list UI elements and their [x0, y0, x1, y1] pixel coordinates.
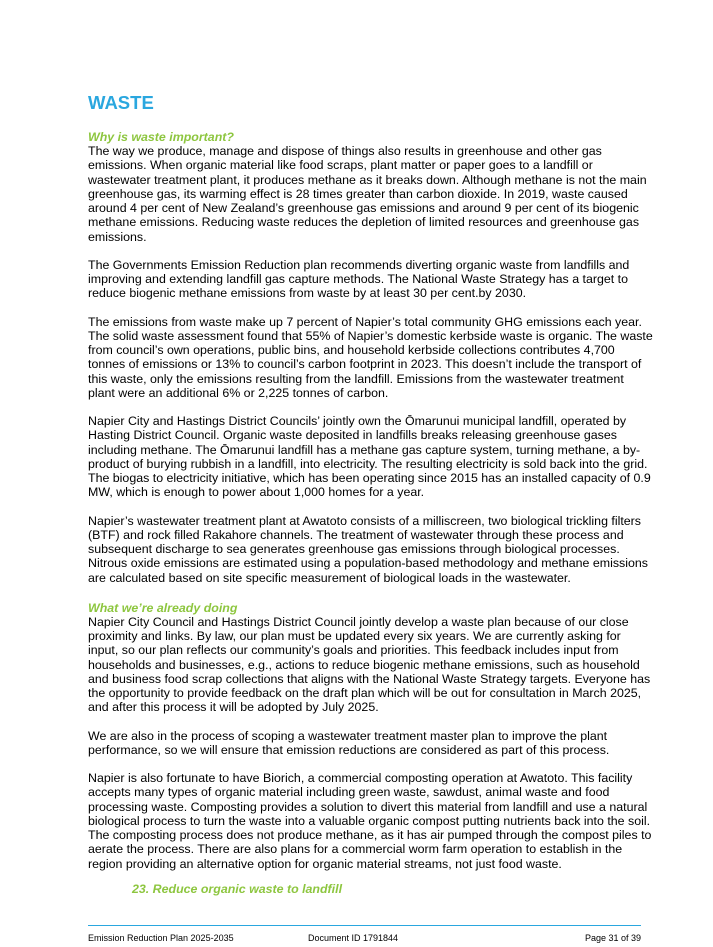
why-paragraph-5: Napier’s wastewater treatment plant at Awatoto consists of a milliscreen, two biological trickling filters (BTF) and rock filled Rakahore channels. The treatment of wastewater through these process and subsequent discharge to sea generates greenhouse gas emissions through biological processes. Nitrous oxide emissions are estimated using a population-based methodology and methane emissions are calculated based on site specific measurement of biological loads in the wastewater. — [88, 513, 648, 585]
doing-paragraph-2: We are also in the process of scoping a wastewater treatment master plan to improve the plant performance, so we will ensure that emission reductions are considered as part of this process. — [88, 728, 610, 757]
why-paragraph-1: The way we produce, manage and dispose of things also results in greenhouse and other gas emissions. When organic material like food scraps, plant matter or paper goes to a landfill or wastewater treatment plant, it produces methane as it breaks down. Although methane is not the main greenhouse gas, its warming effect is 28 times greater than carbon dioxide. In 2019, waste caused around 4 per cent of New Zealand’s greenhouse gas emissions and around 9 per cent of its biogenic methane emissions. Reducing waste reduces the depletion of limited resources and greenhouse gas emissions. — [88, 144, 647, 244]
section-title: WASTE — [88, 92, 154, 113]
why-paragraph-3: The emissions from waste make up 7 percent of Napier’s total community GHG emissions each year. The solid waste assessment found that 55% of Napier’s domestic kerbside waste is organic. The waste from council’s own operations, public bins, and household kerbside collections contributes 4,700 tonnes of emissions or 13% to council’s carbon footprint in 2023. This doesn’t include the transport of this waste, only the emissions resulting from the landfill. Emissions from the wastewater treatment plant were an additional 6% or 2,225 tonnes of carbon. — [88, 314, 653, 400]
doing-heading: What we’re already doing — [88, 600, 238, 615]
footer-rule — [88, 925, 641, 926]
footer-document-title: Emission Reduction Plan 2025-2035 — [88, 933, 234, 943]
action-heading: 23. Reduce organic waste to landfill — [132, 881, 343, 896]
footer-page-number: Page 31 of 39 — [584, 933, 641, 943]
page-content — [88, 92, 653, 896]
why-paragraph-4: Napier City and Hastings District Councils’ jointly own the Ōmarunui municipal landfill, operated by Hasting District Council. Organic waste deposited in landfills breaks releasing greenhouse gases including methane. The Ōmarunui landfill has a methane gas capture system, turning methane, a by-product of burying rubbish in a landfill, into electricity. The resulting electricity is sold back into the grid. The biogas to electricity initiative, which has been operating since 2015 has an installed capacity of 0.9 MW, which is enough to power about 1,000 homes for a year. — [88, 414, 651, 500]
doing-paragraph-1: Napier City Council and Hastings District Council jointly develop a waste plan because of our close proximity and links. By law, our plan must be updated every six years. We are currently asking for input, so our plan reflects our community’s goals and priorities. This feedback includes input from households and businesses, e.g., actions to reduce biogenic methane emissions, such as household and business food scrap collections that aligns with the National Waste Strategy targets. Everyone has the opportunity to provide feedback on the draft plan which will be out for consultation in March 2025, and after this process it will be adopted by July 2025. — [88, 614, 651, 715]
footer-document-id: Document ID 1791844 — [308, 933, 399, 943]
why-heading: Why is waste important? — [88, 130, 234, 144]
why-paragraph-2: The Governments Emission Reduction plan recommends diverting organic waste from landfills and improving and extending landfill gas capture methods. The National Waste Strategy has a target to reduce biogenic methane emissions from waste by at least 30 per cent.by 2030. — [88, 257, 630, 301]
doing-paragraph-3: Napier is also fortunate to have Biorich, a commercial composting operation at Awatoto. This facility accepts many types of organic material including green waste, sawdust, animal waste and food processing waste. Composting provides a solution to divert this material from landfill and use a natural biological process to turn the waste into a valuable organic compost putting nutrients back into the soil. The composting process does not produce methane, as it has air pumped through the compost piles to aerate the process. There are also plans for a commercial worm farm operation to establish in the region providing an alternative option for organic material streams, not just food waste. — [88, 771, 652, 871]
page-footer — [88, 933, 641, 947]
